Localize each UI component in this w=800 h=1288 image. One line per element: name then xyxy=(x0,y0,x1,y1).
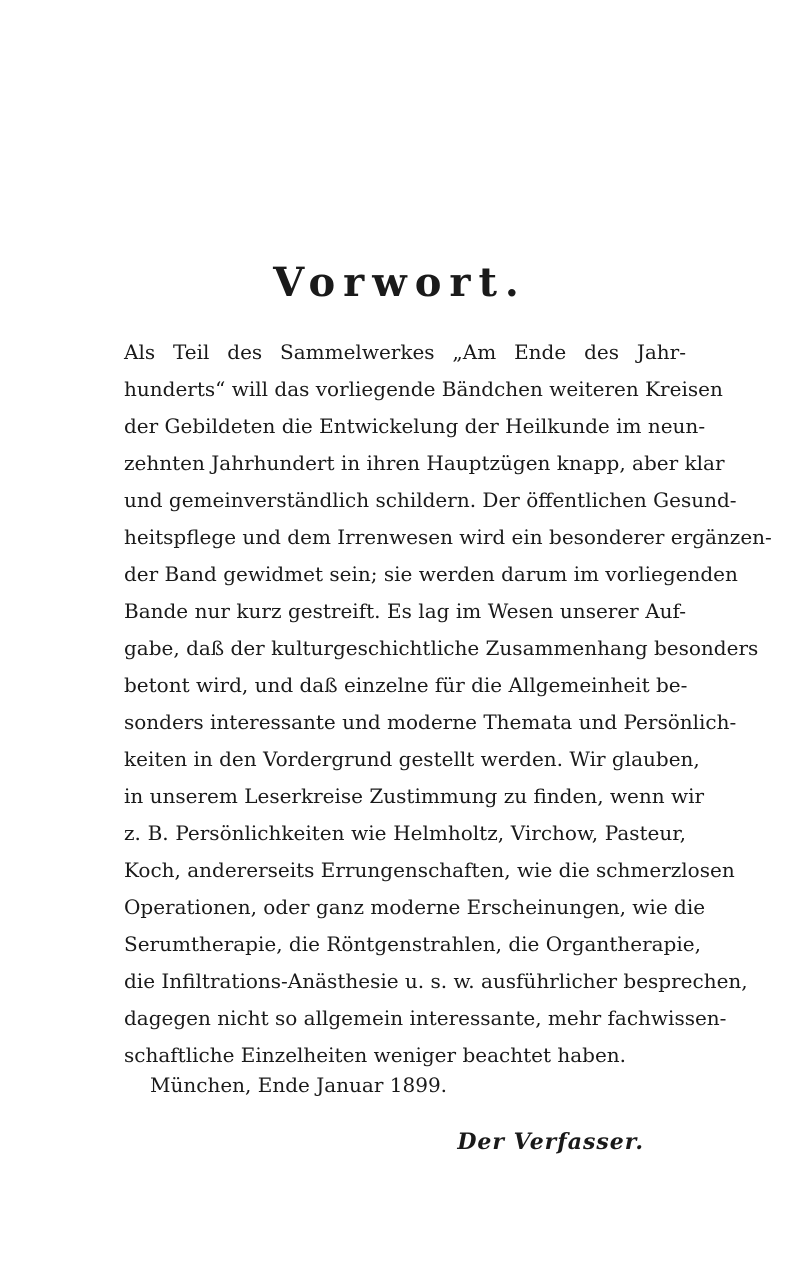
paragraph-line: keiten in den Vordergrund gestellt werden. Wir glauben, xyxy=(124,747,700,771)
page-title: Vorwort. xyxy=(273,259,527,306)
paragraph-line: Serumtherapie, die Röntgenstrahlen, die Organtherapie, xyxy=(124,932,701,956)
paragraph-line: zehnten Jahrhundert in ihren Hauptzügen knapp, aber klar xyxy=(124,451,725,475)
paragraph-line: hunderts“ will das vorliegende Bändchen weiteren Kreisen xyxy=(124,377,723,401)
paragraph-line: z. B. Persönlichkeiten wie Helmholtz, Virchow, Pasteur, xyxy=(124,821,686,845)
paragraph-line: Als Teil des Sammelwerkes „Am Ende des Jahr- xyxy=(124,340,686,364)
paragraph-line: Bande nur kurz gestreift. Es lag im Wesen unserer Auf- xyxy=(124,599,686,623)
paragraph-line: der Gebildeten die Entwickelung der Heilkunde im neun- xyxy=(124,414,706,438)
foreword-paragraph xyxy=(124,334,772,1074)
paragraph-line: die Infiltrations-Anästhesie u. s. w. ausführlicher besprechen, xyxy=(124,969,748,993)
paragraph-line: der Band gewidmet sein; sie werden darum im vorliegenden xyxy=(124,562,738,586)
paragraph-line: heitspflege und dem Irrenwesen wird ein besonderer ergänzen- xyxy=(124,525,772,549)
paragraph-line: Koch, andererseits Errungenschaften, wie die schmerzlosen xyxy=(124,858,735,882)
paragraph-line: dagegen nicht so allgemein interessante, mehr fachwissen- xyxy=(124,1006,727,1030)
paragraph-line: Operationen, oder ganz moderne Erscheinungen, wie die xyxy=(124,895,706,919)
paragraph-line: sonders interessante und moderne Themata und Persönlich- xyxy=(124,710,737,734)
paragraph-line: und gemeinverständlich schildern. Der öffentlichen Gesund- xyxy=(124,488,737,512)
dateline: München, Ende Januar 1899. xyxy=(150,1073,448,1097)
paragraph-line: in unserem Leserkreise Zustimmung zu finden, wenn wir xyxy=(124,784,705,808)
paragraph-line: schaftliche Einzelheiten weniger beachtet haben. xyxy=(124,1043,627,1067)
author-signature: Der Verfasser. xyxy=(457,1129,644,1155)
paragraph-line: betont wird, und daß einzelne für die Allgemeinheit be- xyxy=(124,673,688,697)
paragraph-line: gabe, daß der kulturgeschichtliche Zusammenhang besonders xyxy=(124,636,759,660)
